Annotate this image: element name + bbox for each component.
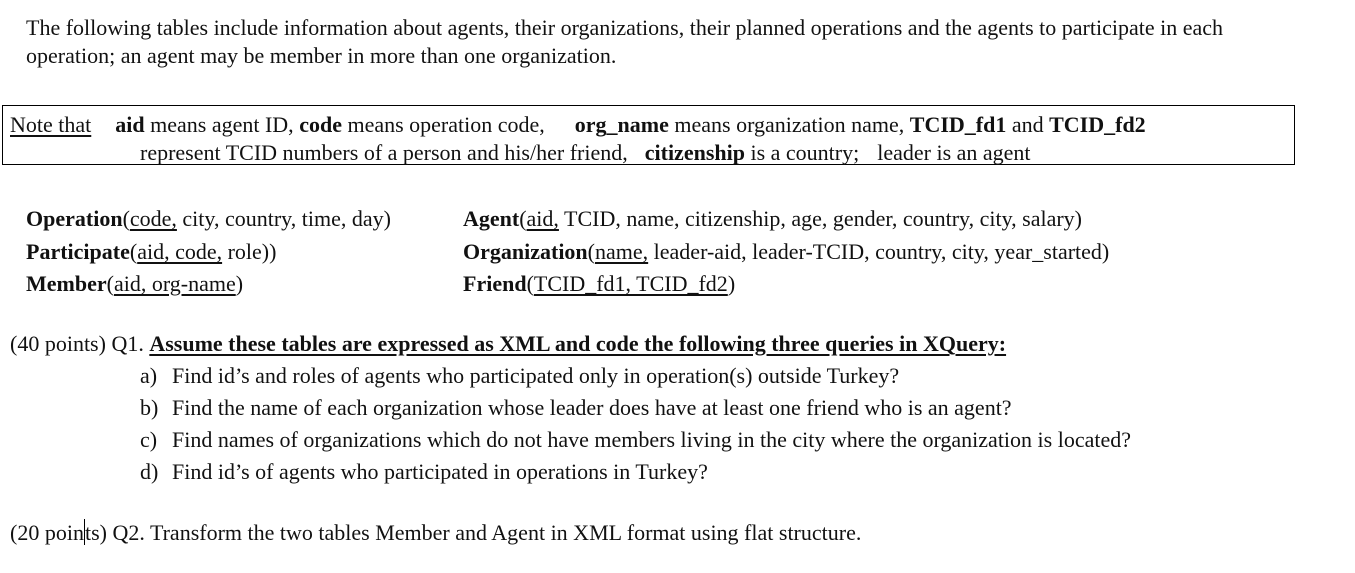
q1-item-letter: c) <box>140 427 158 452</box>
note-aid-def: means agent ID, <box>144 112 300 137</box>
note-line-1 <box>10 111 1146 139</box>
member-key: aid, org-name <box>113 271 236 296</box>
q1-question-list <box>140 362 1131 490</box>
note-code-term: code <box>299 112 342 137</box>
operation-table-name: Operation <box>26 206 123 231</box>
organization-key: name, <box>595 239 649 264</box>
schema-organization <box>463 238 1109 266</box>
schema-member <box>26 270 243 298</box>
q1-item-b <box>140 394 1131 426</box>
schema-friend <box>463 270 735 298</box>
operation-attrs: city, country, time, day) <box>176 206 391 231</box>
note-leader-def: leader is an agent <box>877 140 1031 165</box>
note-line2-a: represent TCID numbers of a person and his/her friend, <box>140 140 628 165</box>
operation-open: ( <box>122 206 130 231</box>
q2-line[interactable] <box>10 519 861 547</box>
q1-prefix: (40 points) Q1. <box>10 331 150 356</box>
q1-item-text: Find the name of each organization whose leader does have at least one friend who is an agent? <box>172 395 1012 420</box>
agent-key: aid, <box>526 206 559 231</box>
organization-table-name: Organization <box>463 239 588 264</box>
participate-attrs: role)) <box>222 239 277 264</box>
agent-attrs: TCID, name, citizenship, age, gender, country, city, salary) <box>558 206 1083 231</box>
member-table-name: Member <box>26 271 107 296</box>
organization-open: ( <box>587 239 595 264</box>
member-attrs: ) <box>235 271 244 296</box>
note-org-def: means organization name, <box>668 112 910 137</box>
agent-open: ( <box>519 206 527 231</box>
note-prefix: Note that <box>10 112 92 137</box>
note-fd1-term: TCID_fd1 <box>909 112 1007 137</box>
note-and-word: and <box>1006 112 1050 137</box>
note-org-term: org_name <box>574 112 669 137</box>
participate-table-name: Participate <box>26 239 130 264</box>
q1-item-letter: a) <box>140 363 158 388</box>
friend-table-name: Friend <box>463 271 527 296</box>
q1-item-text: Find id’s of agents who participated in operations in Turkey? <box>172 459 708 484</box>
organization-attrs: leader-aid, leader-TCID, country, city, year_started) <box>648 239 1110 264</box>
participate-key: aid, code, <box>137 239 223 264</box>
q1-title: Assume these tables are expressed as XML and code the following three queries in XQuery: <box>149 331 1007 356</box>
intro-line-1: The following tables include information about agents, their organizations, their planned operations and the agents to participate in each <box>26 15 1224 40</box>
member-open: ( <box>106 271 114 296</box>
q2-text-a: (20 poin <box>10 520 84 545</box>
q1-item-letter: d) <box>140 459 159 484</box>
intro-line-2: operation; an agent may be member in more than one organization. <box>26 43 617 68</box>
friend-attrs: ) <box>727 271 736 296</box>
note-aid-term: aid <box>115 112 145 137</box>
operation-key: code, <box>129 206 177 231</box>
q2-text-b: ts) Q2. Transform the two tables Member and Agent in XML format using flat structure. <box>84 520 862 545</box>
q1-item-a <box>140 362 1131 394</box>
q1-item-text: Find names of organizations which do not have members living in the city where the organization is located? <box>172 427 1131 452</box>
friend-open: ( <box>526 271 534 296</box>
note-code-def: means operation code, <box>341 112 545 137</box>
q1-item-letter: b) <box>140 395 159 420</box>
note-line-2 <box>140 139 1031 167</box>
schema-operation <box>26 205 391 233</box>
q1-item-text: Find id’s and roles of agents who participated only in operation(s) outside Turkey? <box>172 363 900 388</box>
q1-heading <box>10 330 1006 358</box>
note-fd2-term: TCID_fd2 <box>1049 112 1146 137</box>
note-cit-def: is a country; <box>744 140 860 165</box>
participate-open: ( <box>129 239 138 264</box>
q1-item-c <box>140 426 1131 458</box>
q1-item-d <box>140 458 1131 490</box>
schema-participate <box>26 238 276 266</box>
friend-key: TCID_fd1, TCID_fd2 <box>533 271 728 296</box>
agent-table-name: Agent <box>463 206 520 231</box>
schema-agent <box>463 205 1082 233</box>
note-cit-term: citizenship <box>644 140 745 165</box>
